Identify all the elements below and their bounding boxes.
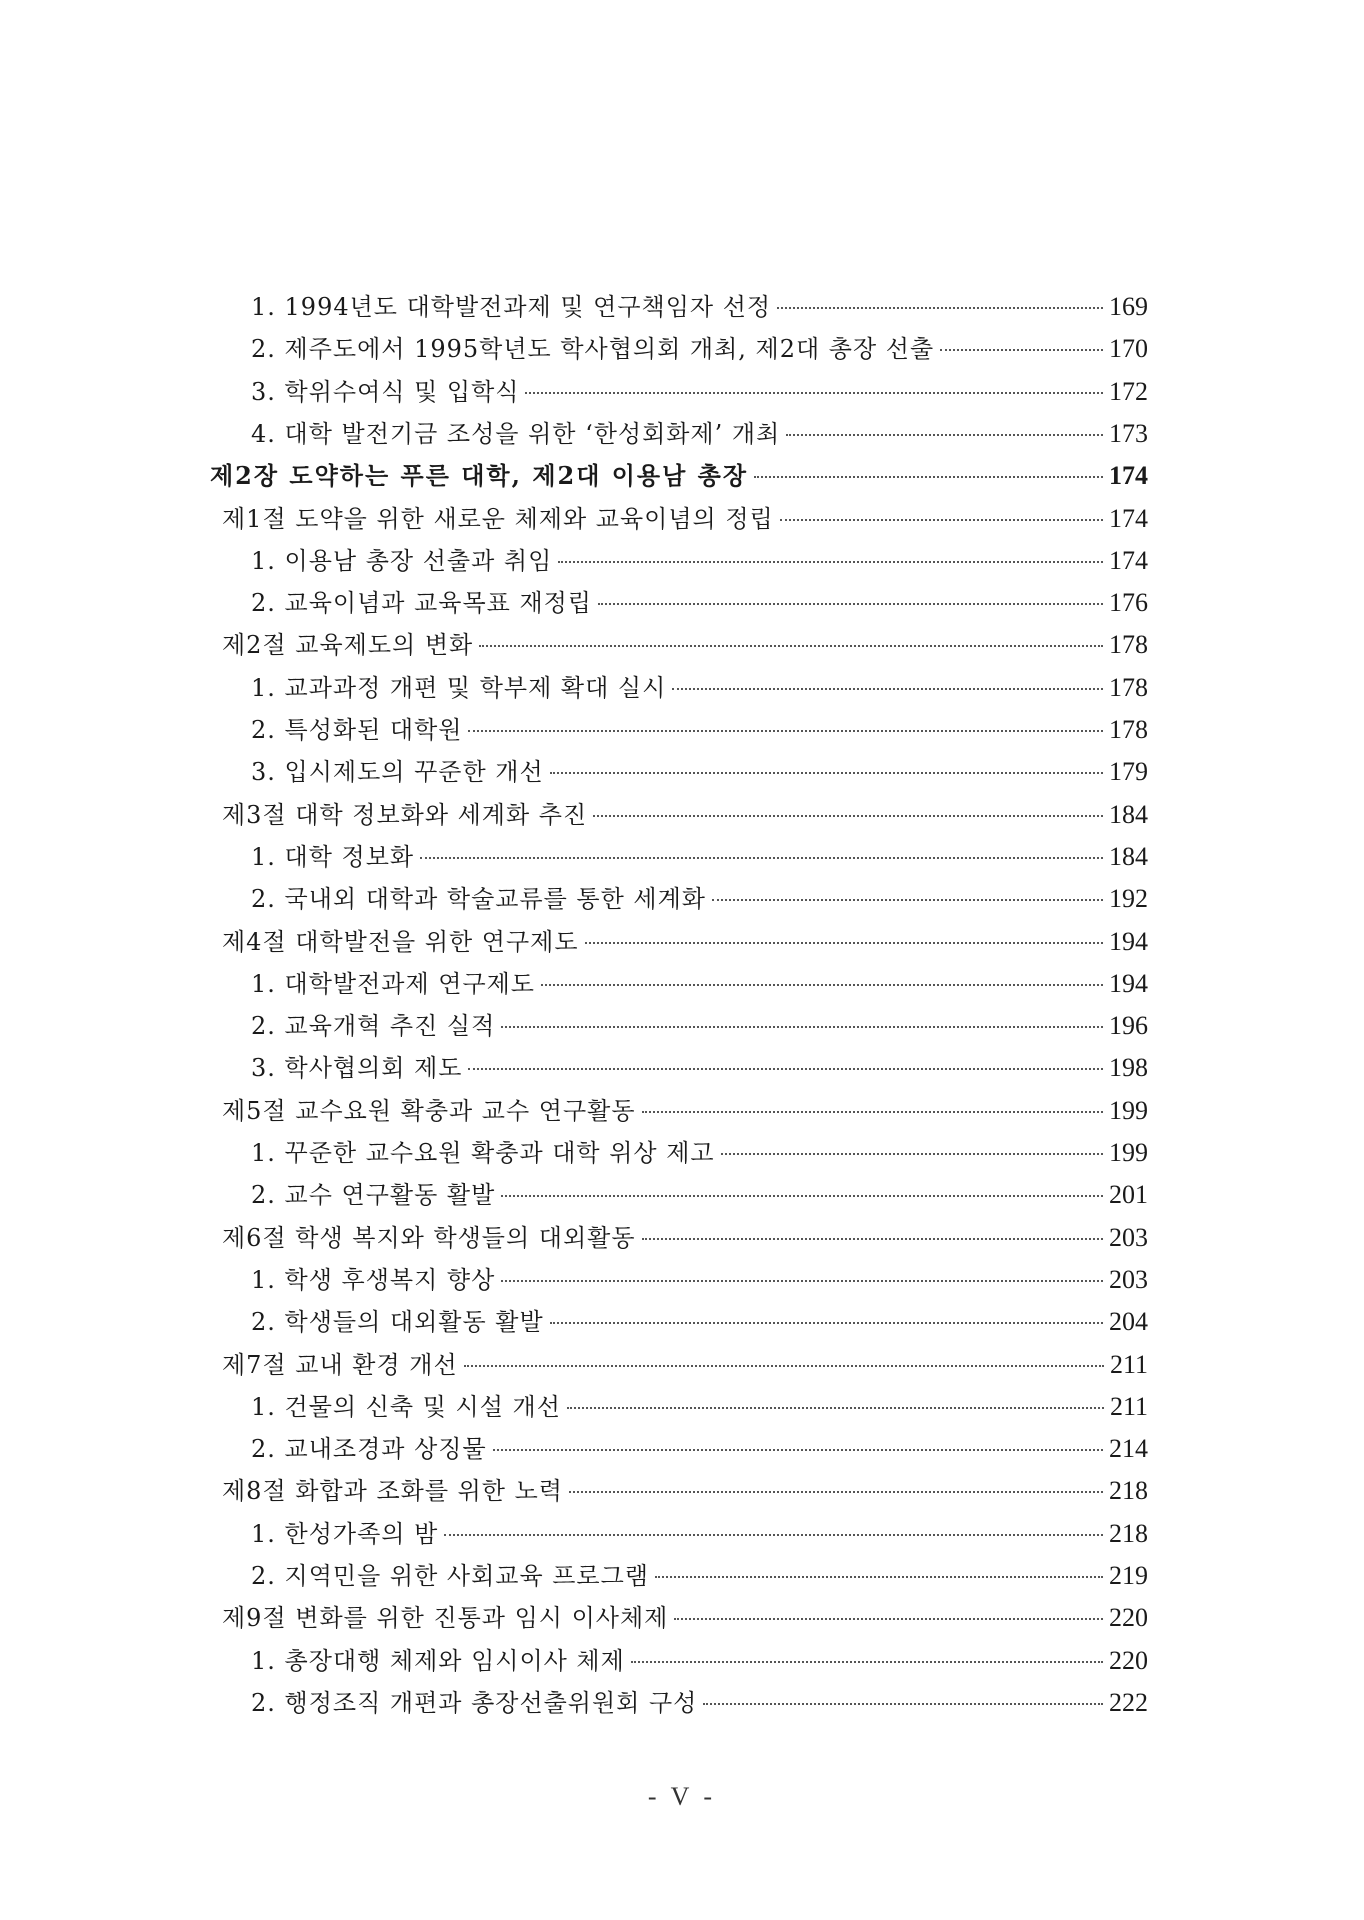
dot-leader — [721, 1153, 1103, 1155]
toc-entry-item — [251, 668, 1148, 708]
toc-entry-page: 172 — [1109, 376, 1148, 406]
toc-entry-item — [251, 837, 1148, 877]
toc-entry-title: 1. 총장대행 체제와 임시이사 체제 — [251, 1646, 625, 1675]
toc-entry-page: 214 — [1109, 1434, 1148, 1464]
toc-entry-page: 211 — [1109, 1349, 1148, 1379]
toc-entry-section — [222, 1218, 1148, 1258]
dot-leader — [550, 1322, 1103, 1324]
dot-leader — [598, 603, 1103, 605]
toc-entry-page: 194 — [1109, 968, 1148, 998]
toc-entry-title: 2. 특성화된 대학원 — [251, 716, 463, 744]
toc-entry-title: 2. 지역민을 위한 사회교육 프로그램 — [251, 1562, 649, 1590]
toc-entry-title: 제8절 화합과 조화를 위한 노력 — [222, 1477, 563, 1506]
dot-leader — [712, 899, 1103, 901]
toc-entry-page: 199 — [1109, 1095, 1148, 1125]
toc-entry-section — [222, 1471, 1148, 1511]
toc-entry-item — [251, 1175, 1148, 1215]
dot-leader — [501, 1195, 1103, 1197]
toc-entry-title: 제5절 교수요원 확충과 교수 연구활동 — [222, 1096, 636, 1125]
dot-leader — [642, 1111, 1103, 1113]
toc-entry-title: 제1절 도약을 위한 새로운 체제와 교육이념의 정립 — [222, 504, 774, 533]
toc-entry-title: 제2절 교육제도의 변화 — [222, 631, 474, 660]
toc-entry-page: 211 — [1109, 1391, 1148, 1421]
toc-entry-title: 2. 제주도에서 1995학년도 학사협의회 개최, 제2대 총장 선출 — [251, 335, 935, 364]
dot-leader — [786, 434, 1103, 436]
toc-entry-page: 178 — [1109, 630, 1148, 660]
dot-leader — [525, 392, 1103, 394]
toc-entry-section — [222, 922, 1148, 962]
toc-entry-page: 184 — [1109, 799, 1148, 829]
toc-entry-title: 제3절 대학 정보화와 세계화 추진 — [222, 800, 588, 829]
toc-entry-page: 169 — [1109, 292, 1148, 321]
toc-entry-item — [251, 1556, 1148, 1596]
toc-entry-chapter — [210, 456, 1148, 496]
dot-leader — [558, 561, 1103, 563]
toc-entry-section — [222, 625, 1148, 665]
dot-leader — [501, 1026, 1103, 1028]
toc-entry-page: 218 — [1109, 1518, 1148, 1548]
dot-leader — [703, 1703, 1103, 1705]
toc-entry-title: 3. 입시제도의 꾸준한 개선 — [251, 758, 544, 787]
toc-entry-item — [251, 372, 1148, 412]
toc-entry-page: 203 — [1109, 1264, 1148, 1294]
toc-entry-title: 1. 대학발전과제 연구제도 — [251, 969, 535, 998]
toc-entry-title: 제2장 도약하는 푸른 대학, 제2대 이용남 총장 — [210, 461, 749, 491]
toc-entry-section — [222, 1091, 1148, 1131]
dot-leader — [550, 772, 1103, 774]
toc-entry-section — [222, 1345, 1148, 1385]
dot-leader — [754, 476, 1103, 478]
toc-entry-title: 2. 교육이념과 교육목표 재정립 — [251, 589, 592, 618]
dot-leader — [501, 1280, 1103, 1282]
toc-entry-page: 176 — [1109, 588, 1148, 618]
toc-entry-title: 2. 교수 연구활동 활발 — [251, 1181, 496, 1210]
dot-leader — [464, 1365, 1104, 1367]
toc-entry-page: 173 — [1109, 418, 1148, 448]
toc-entry-title: 제9절 변화를 위한 진통과 임시 이사체제 — [222, 1604, 669, 1633]
dot-leader — [444, 1534, 1103, 1536]
toc-entry-title: 1. 대학 정보화 — [251, 842, 415, 871]
toc-entry-title: 2. 교내조경과 상징물 — [251, 1435, 487, 1464]
toc-entry-page: 194 — [1109, 926, 1148, 956]
toc-entry-title: 2. 행정조직 개편과 총장선출위원회 구성 — [251, 1688, 698, 1717]
toc-entry-item — [251, 1048, 1148, 1088]
toc-entry-title: 2. 교육개혁 추진 실적 — [251, 1012, 496, 1041]
toc-entry-page: 174 — [1109, 545, 1148, 575]
dot-leader — [541, 984, 1103, 986]
toc-entry-page: 198 — [1109, 1053, 1148, 1083]
toc-entry-page: 174 — [1109, 461, 1148, 491]
toc-entry-title: 1. 꾸준한 교수요원 확충과 대학 위상 제고 — [251, 1139, 715, 1167]
dot-leader — [655, 1576, 1103, 1578]
toc-entry-title: 1. 이용남 총장 선출과 취임 — [251, 546, 553, 575]
toc-entry-title: 1. 학생 후생복지 향상 — [251, 1265, 496, 1294]
toc-entry-item — [251, 541, 1148, 581]
toc-entry-page: 178 — [1109, 715, 1148, 744]
toc-entry-section — [222, 795, 1148, 835]
toc-entry-page: 174 — [1109, 503, 1148, 533]
toc-entry-title: 2. 학생들의 대외활동 활발 — [251, 1308, 544, 1337]
toc-entry-page: 204 — [1109, 1307, 1148, 1337]
toc-entry-title: 1. 1994년도 대학발전과제 및 연구책임자 선정 — [251, 293, 772, 321]
dot-leader — [468, 730, 1103, 732]
dot-leader — [468, 1068, 1103, 1070]
toc-entry-item — [251, 752, 1148, 792]
toc-entry-section — [222, 1598, 1148, 1638]
dot-leader — [631, 1661, 1103, 1663]
toc-entry-page: 220 — [1109, 1645, 1148, 1675]
toc-entry-page: 219 — [1109, 1561, 1148, 1590]
toc-entry-page: 218 — [1109, 1476, 1148, 1506]
toc-entry-item — [251, 329, 1148, 369]
toc-entry-item — [251, 1429, 1148, 1469]
toc-entry-page: 201 — [1109, 1180, 1148, 1210]
toc-entry-title: 3. 학사협의회 제도 — [251, 1054, 463, 1083]
toc-entry-item — [251, 879, 1148, 919]
dot-leader — [780, 519, 1103, 521]
dot-leader — [672, 688, 1103, 690]
dot-leader — [493, 1449, 1103, 1451]
toc-entry-title: 4. 대학 발전기금 조성을 위한 ‘한성회화제’ 개최 — [251, 419, 781, 448]
toc-entry-item — [251, 710, 1148, 750]
toc-entry-item — [251, 1683, 1148, 1723]
page-number: - V - — [647, 1782, 717, 1811]
dot-leader — [420, 857, 1103, 859]
toc-entry-item — [251, 1006, 1148, 1046]
toc-entry-item — [251, 1133, 1148, 1173]
dot-leader — [674, 1618, 1103, 1620]
toc-entry-item — [251, 1641, 1148, 1681]
toc-entry-item — [251, 1387, 1148, 1427]
toc-entry-item — [251, 1514, 1148, 1554]
toc-entry-item — [251, 964, 1148, 1004]
toc-entry-title: 제7절 교내 환경 개선 — [222, 1350, 458, 1379]
toc-entry-page: 222 — [1109, 1687, 1148, 1717]
toc-entry-page: 179 — [1109, 757, 1148, 787]
dot-leader — [940, 349, 1103, 351]
toc-entry-section — [222, 499, 1148, 539]
dot-leader — [585, 942, 1103, 944]
toc-entry-item — [251, 1302, 1148, 1342]
toc-entry-title: 제6절 학생 복지와 학생들의 대외활동 — [222, 1223, 636, 1252]
toc-entry-title: 3. 학위수여식 및 입학식 — [251, 377, 520, 406]
toc-entry-title: 1. 한성가족의 밤 — [251, 1519, 439, 1548]
toc-entry-page: 203 — [1109, 1222, 1148, 1252]
dot-leader — [777, 307, 1103, 309]
dot-leader — [567, 1407, 1104, 1409]
toc-entry-title: 2. 국내외 대학과 학술교류를 통한 세계화 — [251, 885, 706, 914]
toc-entry-title: 1. 건물의 신축 및 시설 개선 — [251, 1392, 561, 1421]
dot-leader — [569, 1491, 1103, 1493]
toc-entry-page: 184 — [1109, 841, 1148, 871]
dot-leader — [642, 1238, 1103, 1240]
toc-entry-item — [251, 1260, 1148, 1300]
toc-entry-page: 220 — [1109, 1603, 1148, 1633]
toc-entry-page: 192 — [1109, 884, 1148, 914]
toc-entry-page: 178 — [1109, 672, 1148, 702]
toc-entry-page: 196 — [1109, 1011, 1148, 1041]
toc-entry-item — [251, 287, 1148, 327]
toc-entry-page: 170 — [1109, 334, 1148, 364]
toc-entry-title: 제4절 대학발전을 위한 연구제도 — [222, 927, 579, 956]
toc-entry-title: 1. 교과과정 개편 및 학부제 확대 실시 — [251, 673, 667, 702]
dot-leader — [593, 815, 1103, 817]
toc-entry-item — [251, 414, 1148, 454]
dot-leader — [479, 645, 1103, 647]
toc-entry-item — [251, 583, 1148, 623]
toc-entry-page: 199 — [1109, 1138, 1148, 1167]
